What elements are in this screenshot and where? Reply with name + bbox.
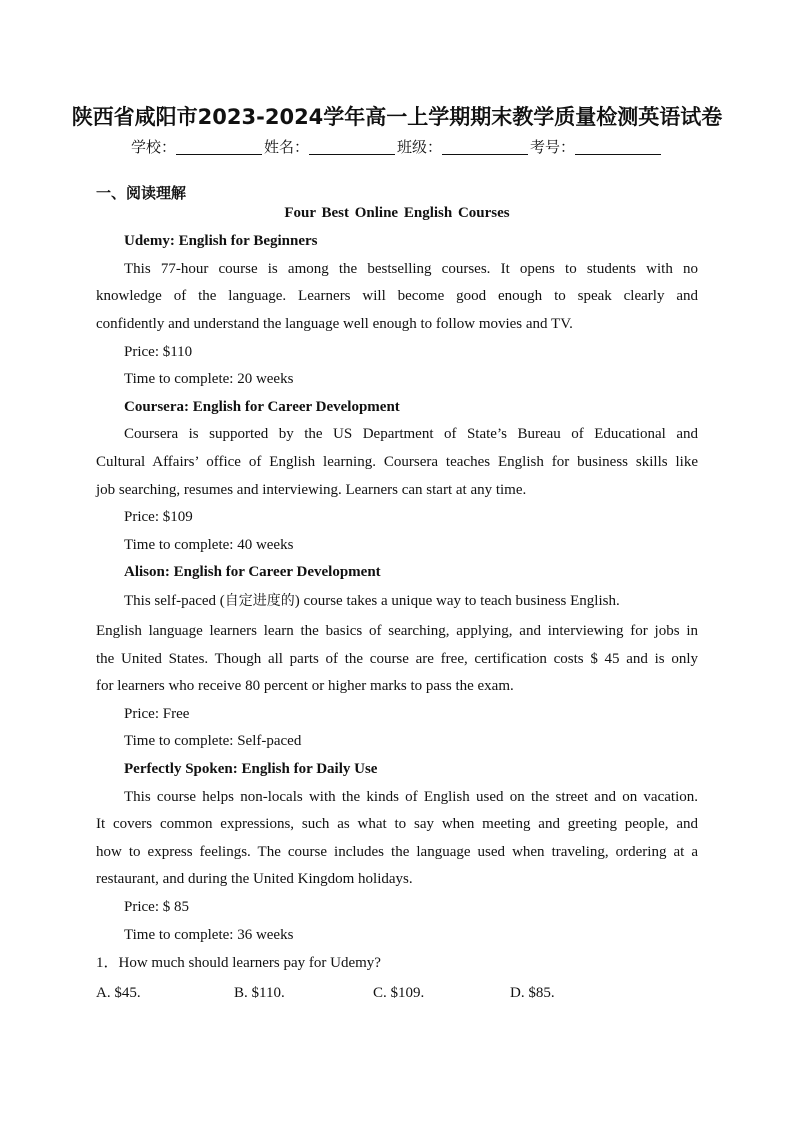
paragraph-line: English language learners learn the basics of searching, applying, and interviewing for jobs in bbox=[96, 623, 698, 639]
paragraph-line: knowledge of the language. Learners will become good enough to speak clearly and bbox=[96, 288, 698, 304]
paragraph-line: confidently and understand the language well enough to follow movies and TV. bbox=[96, 316, 573, 332]
course-price: Price: $110 bbox=[124, 344, 193, 360]
course-heading: Coursera: English for Career Development bbox=[124, 399, 400, 415]
paragraph-text: ) course takes a unique way to teach business English. bbox=[294, 593, 620, 609]
course-price: Price: $ 85 bbox=[124, 899, 189, 915]
course-heading: Alison: English for Career Development bbox=[124, 564, 381, 580]
option-c[interactable]: C. $109. bbox=[373, 985, 425, 1001]
paragraph-line: for learners who receive 80 percent or higher marks to pass the exam. bbox=[96, 678, 514, 694]
student-info-line bbox=[0, 136, 794, 157]
name-blank[interactable] bbox=[309, 140, 395, 155]
name-label: 姓名： bbox=[263, 138, 309, 156]
section-title: 一、阅读理解 bbox=[96, 184, 187, 202]
paragraph-text: This self-paced ( bbox=[124, 593, 225, 609]
course-time: Time to complete: 36 weeks bbox=[124, 927, 294, 943]
question-number: 1． bbox=[96, 955, 119, 971]
course-price: Price: $109 bbox=[124, 509, 193, 525]
course-heading: Udemy: English for Beginners bbox=[124, 233, 318, 249]
course-time: Time to complete: 40 weeks bbox=[124, 537, 294, 553]
class-blank[interactable] bbox=[442, 140, 528, 155]
paragraph-line: how to express feelings. The course includes the language used when traveling, ordering at a bbox=[96, 844, 698, 860]
school-label: 学校： bbox=[130, 138, 176, 156]
exam-number-blank[interactable] bbox=[575, 140, 661, 155]
exam-number-label: 考号： bbox=[530, 138, 576, 156]
chinese-gloss: 自定进度的 bbox=[224, 593, 295, 609]
class-label: 班级： bbox=[397, 138, 443, 156]
question-text: How much should learners pay for Udemy? bbox=[118, 955, 381, 971]
course-time: Time to complete: Self-paced bbox=[124, 733, 302, 749]
paragraph-line bbox=[124, 591, 698, 611]
option-a[interactable]: A. $45. bbox=[96, 985, 141, 1001]
paragraph-line: job searching, resumes and interviewing. Learners can start at any time. bbox=[96, 482, 527, 498]
exam-title: 陕西省咸阳市2023-2024学年高一上学期期末教学质量检测英语试卷 bbox=[71, 105, 723, 129]
paragraph-line: the United States. Though all parts of the course are free, certification costs $ 45 and is only bbox=[96, 651, 698, 667]
paragraph-line: This 77-hour course is among the bestselling courses. It opens to students with no bbox=[124, 261, 698, 277]
paragraph-line: It covers common expressions, such as what to say when meeting and greeting people, and bbox=[96, 816, 698, 832]
question-line bbox=[96, 953, 698, 973]
passage-title: Four Best Online English Courses bbox=[284, 205, 510, 221]
option-d[interactable]: D. $85. bbox=[510, 985, 555, 1001]
course-price: Price: Free bbox=[124, 706, 190, 722]
paragraph-line: Cultural Affairs’ office of English learning. Coursera teaches English for business skills like bbox=[96, 454, 698, 470]
paragraph-line: This course helps non-locals with the kinds of English used on the street and on vacation. bbox=[124, 789, 698, 805]
school-blank[interactable] bbox=[176, 140, 262, 155]
course-heading: Perfectly Spoken: English for Daily Use bbox=[124, 761, 378, 777]
option-b[interactable]: B. $110. bbox=[234, 985, 285, 1001]
course-time: Time to complete: 20 weeks bbox=[124, 371, 294, 387]
paragraph-line: Coursera is supported by the US Department of State’s Bureau of Educational and bbox=[124, 426, 698, 442]
paragraph-line: restaurant, and during the United Kingdom holidays. bbox=[96, 871, 413, 887]
